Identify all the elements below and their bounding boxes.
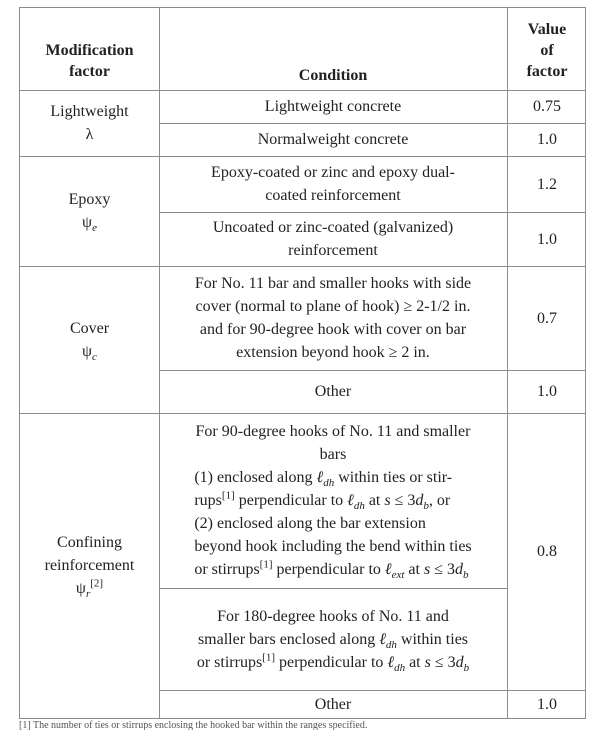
value-lightweight-concrete: 0.75 — [533, 98, 561, 115]
factor-lightweight: Lightweight λ — [50, 103, 129, 143]
condition-uncoated: Uncoated or zinc-coated (galvanized) reinforcement — [212, 219, 454, 259]
value-epoxy-coated: 1.2 — [537, 175, 557, 193]
value-cover-other: 1.0 — [537, 383, 557, 400]
condition-epoxy-coated: Epoxy-coated or zinc and epoxy dual- coated reinforcement — [211, 164, 455, 204]
condition-lightweight-concrete: Lightweight concrete — [264, 98, 402, 115]
value-normalweight-concrete: 1.0 — [537, 131, 557, 148]
header-modification-factor: Modification factor — [45, 42, 134, 80]
header-value-of-factor: Value of factor — [526, 20, 568, 80]
value-side-cover: 0.7 — [537, 309, 557, 327]
factor-confining-reinforcement: Confining reinforcement $\psi_r[2]$ — [44, 534, 135, 601]
factor-epoxy: Epoxy $\psi_e$ — [68, 191, 111, 235]
table-footnote: [1] The number of ties or stirrups enclosing the hooked bar within the ranges specified. — [19, 720, 368, 730]
value-confining-other: 1.0 — [537, 695, 557, 713]
condition-normalweight-concrete: Normalweight concrete — [257, 131, 409, 148]
condition-confining-other: Other — [314, 695, 352, 713]
condition-90-degree-hooks: For 90-degree hooks of No. 11 and smaller bars (1) enclosed along ℓ$_{dh}$ within ties or stir- rups[1] perpendicular to ℓ$_{dh}$ at $s \le 3d_b$, or (2) enclosed along the bar extension beyond hook including the bend within ties or stirrups[1] perpendicular to ℓ$_{ext}$ at $s \le 3d_b$ — [194, 423, 472, 582]
value-uncoated: 1.0 — [537, 230, 557, 248]
value-confining-hooks: 0.8 — [537, 543, 557, 560]
condition-180-degree-hooks: For 180-degree hooks of No. 11 and smaller bars enclosed along ℓ$_{dh}$ within ties or stirrups[1] perpendicular to ℓ$_{dh}$ at $s \le 3d_b$ — [196, 607, 470, 674]
factor-cover: Cover $\psi_c$ — [69, 319, 110, 363]
header-condition: Condition — [298, 66, 368, 84]
condition-cover-other: Other — [314, 383, 352, 400]
modification-factor-table — [19, 7, 586, 719]
condition-side-cover: For No. 11 bar and smaller hooks with side cover (normal to plane of hook) ≥ 2-1/2 in. and for 90-degree hook with cover on bar extension beyond hook ≥ 2 in. — [194, 275, 472, 361]
